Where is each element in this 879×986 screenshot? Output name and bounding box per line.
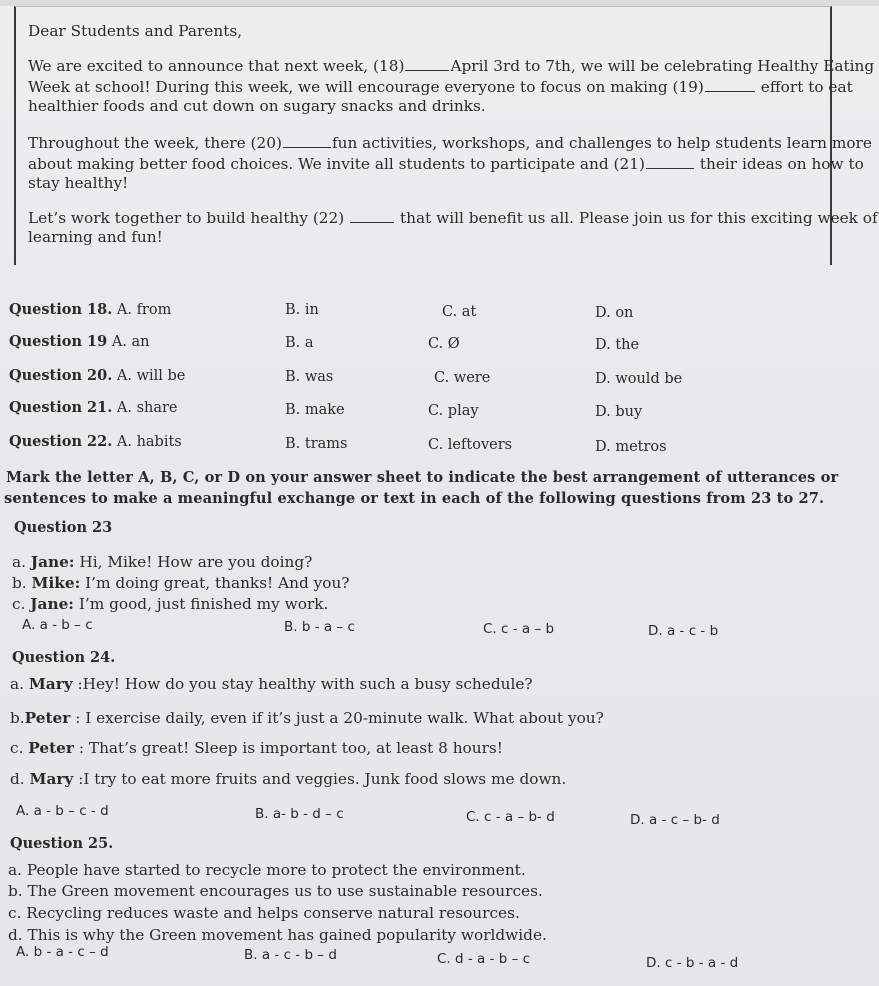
line-text: Hi, Mike! How are you doing?: [74, 553, 313, 571]
option-b: B. trams: [285, 436, 348, 452]
speaker-name: Mary: [29, 770, 74, 788]
option-a: A. an: [111, 334, 150, 350]
q25-line-d: d. This is why the Green movement has gained popularity worldwide.: [8, 926, 547, 944]
text-segment: Throughout the week, there (20): [28, 134, 282, 152]
q23-option-c: C. c - a – b: [483, 621, 555, 637]
speaker-name: Peter: [24, 709, 71, 727]
q25-option-b: B. a - c - b – d: [244, 947, 337, 963]
letter-p3-line1: [28, 209, 878, 226]
letter-p1-line1: [28, 57, 874, 74]
q23-option-a: A. a - b – c: [22, 617, 93, 633]
line-prefix: a.: [12, 553, 31, 571]
option-a: A. share: [116, 400, 178, 416]
q24-line-d: [10, 772, 566, 787]
text-segment: fun activities, workshops, and challenges to help students learn more: [331, 134, 872, 152]
line-prefix: b.: [10, 709, 25, 727]
q25-option-a: A. b - a - c – d: [16, 944, 109, 960]
option-b: B. was: [285, 369, 334, 385]
line-text: : I exercise daily, even if it’s just a 20-minute walk. What about you?: [70, 709, 604, 727]
q24-option-a: A. a - b – c - d: [16, 803, 109, 819]
line-prefix: a.: [10, 675, 29, 693]
text-segment: Week at school! During this week, we will encourage everyone to focus on making (19): [28, 78, 704, 96]
q25-line-c: c. Recycling reduces waste and helps conserve natural resources.: [8, 904, 520, 922]
q25-line-a: a. People have started to recycle more to protect the environment.: [8, 861, 526, 879]
question-number: Question 18.: [9, 301, 113, 318]
q23-option-b: B. b - a – c: [284, 619, 355, 635]
question-number: Question 19: [9, 333, 108, 350]
letter-p3-line2: learning and fun!: [28, 228, 163, 246]
q24-line-b: [10, 711, 604, 726]
option-a: A. habits: [116, 434, 182, 450]
line-text: I’m doing great, thanks! And you?: [80, 574, 350, 592]
option-d: D. on: [595, 305, 634, 321]
option-d: D. would be: [595, 371, 683, 387]
text-segment: April 3rd to 7th, we will be celebrating Healthy Eating: [450, 57, 875, 75]
blank-20: [283, 134, 331, 148]
question-number: Question 20.: [9, 367, 113, 384]
q23-line-b: [12, 576, 350, 591]
question-label: [9, 335, 150, 350]
letter-p2-line1: [28, 134, 872, 151]
q25-option-d: D. c - b - a - d: [646, 955, 739, 971]
blank-21: [646, 155, 694, 169]
option-d: D. metros: [595, 439, 667, 455]
q24-line-c: [10, 741, 503, 756]
text-segment: We are excited to announce that next week, (18): [28, 57, 405, 75]
q23-line-a: [12, 555, 312, 570]
line-text: :Hey! How do you stay healthy with such a busy schedule?: [72, 675, 533, 693]
line-text: : That’s great! Sleep is important too, at least 8 hours!: [73, 739, 503, 757]
option-c: C. at: [442, 304, 477, 320]
q24-option-c: C. c - a – b- d: [466, 809, 555, 825]
option-c: C. leftovers: [428, 437, 513, 453]
q24-option-b: B. a- b - d – c: [255, 806, 344, 822]
line-prefix: c.: [10, 739, 29, 757]
question-label: [9, 435, 182, 450]
option-b: B. make: [285, 402, 345, 418]
question-label: [9, 303, 171, 318]
blank-22: [350, 209, 394, 223]
q23-title: Question 23: [14, 519, 113, 536]
line-prefix: d.: [10, 770, 30, 788]
q25-option-c: C. d - a - b – c: [437, 951, 531, 967]
text-segment: that will benefit us all. Please join us for this exciting week of: [399, 209, 878, 227]
q25-title: Question 25.: [10, 835, 114, 852]
letter-p2-line2: [28, 155, 864, 172]
blank-18: [405, 57, 449, 71]
letter-p1-line2: [28, 78, 853, 95]
speaker-name: Jane:: [30, 553, 75, 571]
q23-option-d: D. a - c - b: [648, 623, 719, 639]
line-prefix: c.: [12, 595, 31, 613]
question-number: Question 22.: [9, 433, 113, 450]
q24-line-a: [10, 677, 533, 692]
option-a: A. will be: [116, 368, 186, 384]
option-c: C. were: [434, 370, 491, 386]
text-segment: effort to eat: [760, 78, 853, 96]
q24-option-d: D. a - c – b- d: [630, 812, 720, 828]
q24-title: Question 24.: [12, 649, 116, 666]
letter-p2-line3: stay healthy!: [28, 174, 129, 192]
option-b: B. a: [285, 335, 314, 351]
option-c: C. play: [428, 403, 479, 419]
blank-19: [705, 78, 755, 92]
option-d: D. buy: [595, 404, 643, 420]
q25-line-b: b. The Green movement encourages us to use sustainable resources.: [8, 882, 543, 900]
letter-greeting: Dear Students and Parents,: [28, 22, 243, 40]
speaker-name: Mike:: [31, 574, 81, 592]
speaker-name: Peter: [28, 739, 74, 757]
question-label: [9, 369, 185, 384]
text-segment: their ideas on how to: [699, 155, 864, 173]
speaker-name: Jane:: [30, 595, 74, 613]
question-label: [9, 401, 178, 416]
line-text: :I try to eat more fruits and veggies. Junk food slows me down.: [73, 770, 567, 788]
letter-p1-line3: healthier foods and cut down on sugary snacks and drinks.: [28, 97, 486, 115]
option-c: C. Ø: [428, 336, 460, 352]
text-segment: Let’s work together to build healthy (22): [28, 209, 345, 227]
q23-line-c: [12, 597, 328, 612]
option-a: A. from: [116, 302, 172, 318]
instruction-line1: Mark the letter A, B, C, or D on your answer sheet to indicate the best arrangement of utterances or: [6, 469, 839, 486]
text-segment: about making better food choices. We invite all students to participate and (21): [28, 155, 645, 173]
line-prefix: b.: [12, 574, 32, 592]
instruction-line2: sentences to make a meaningful exchange or text in each of the following questions from 23 to 27.: [4, 490, 825, 507]
line-text: I’m good, just finished my work.: [73, 595, 329, 613]
option-d: D. the: [595, 337, 640, 353]
question-number: Question 21.: [9, 399, 113, 416]
option-b: B. in: [285, 302, 319, 318]
speaker-name: Mary: [28, 675, 73, 693]
